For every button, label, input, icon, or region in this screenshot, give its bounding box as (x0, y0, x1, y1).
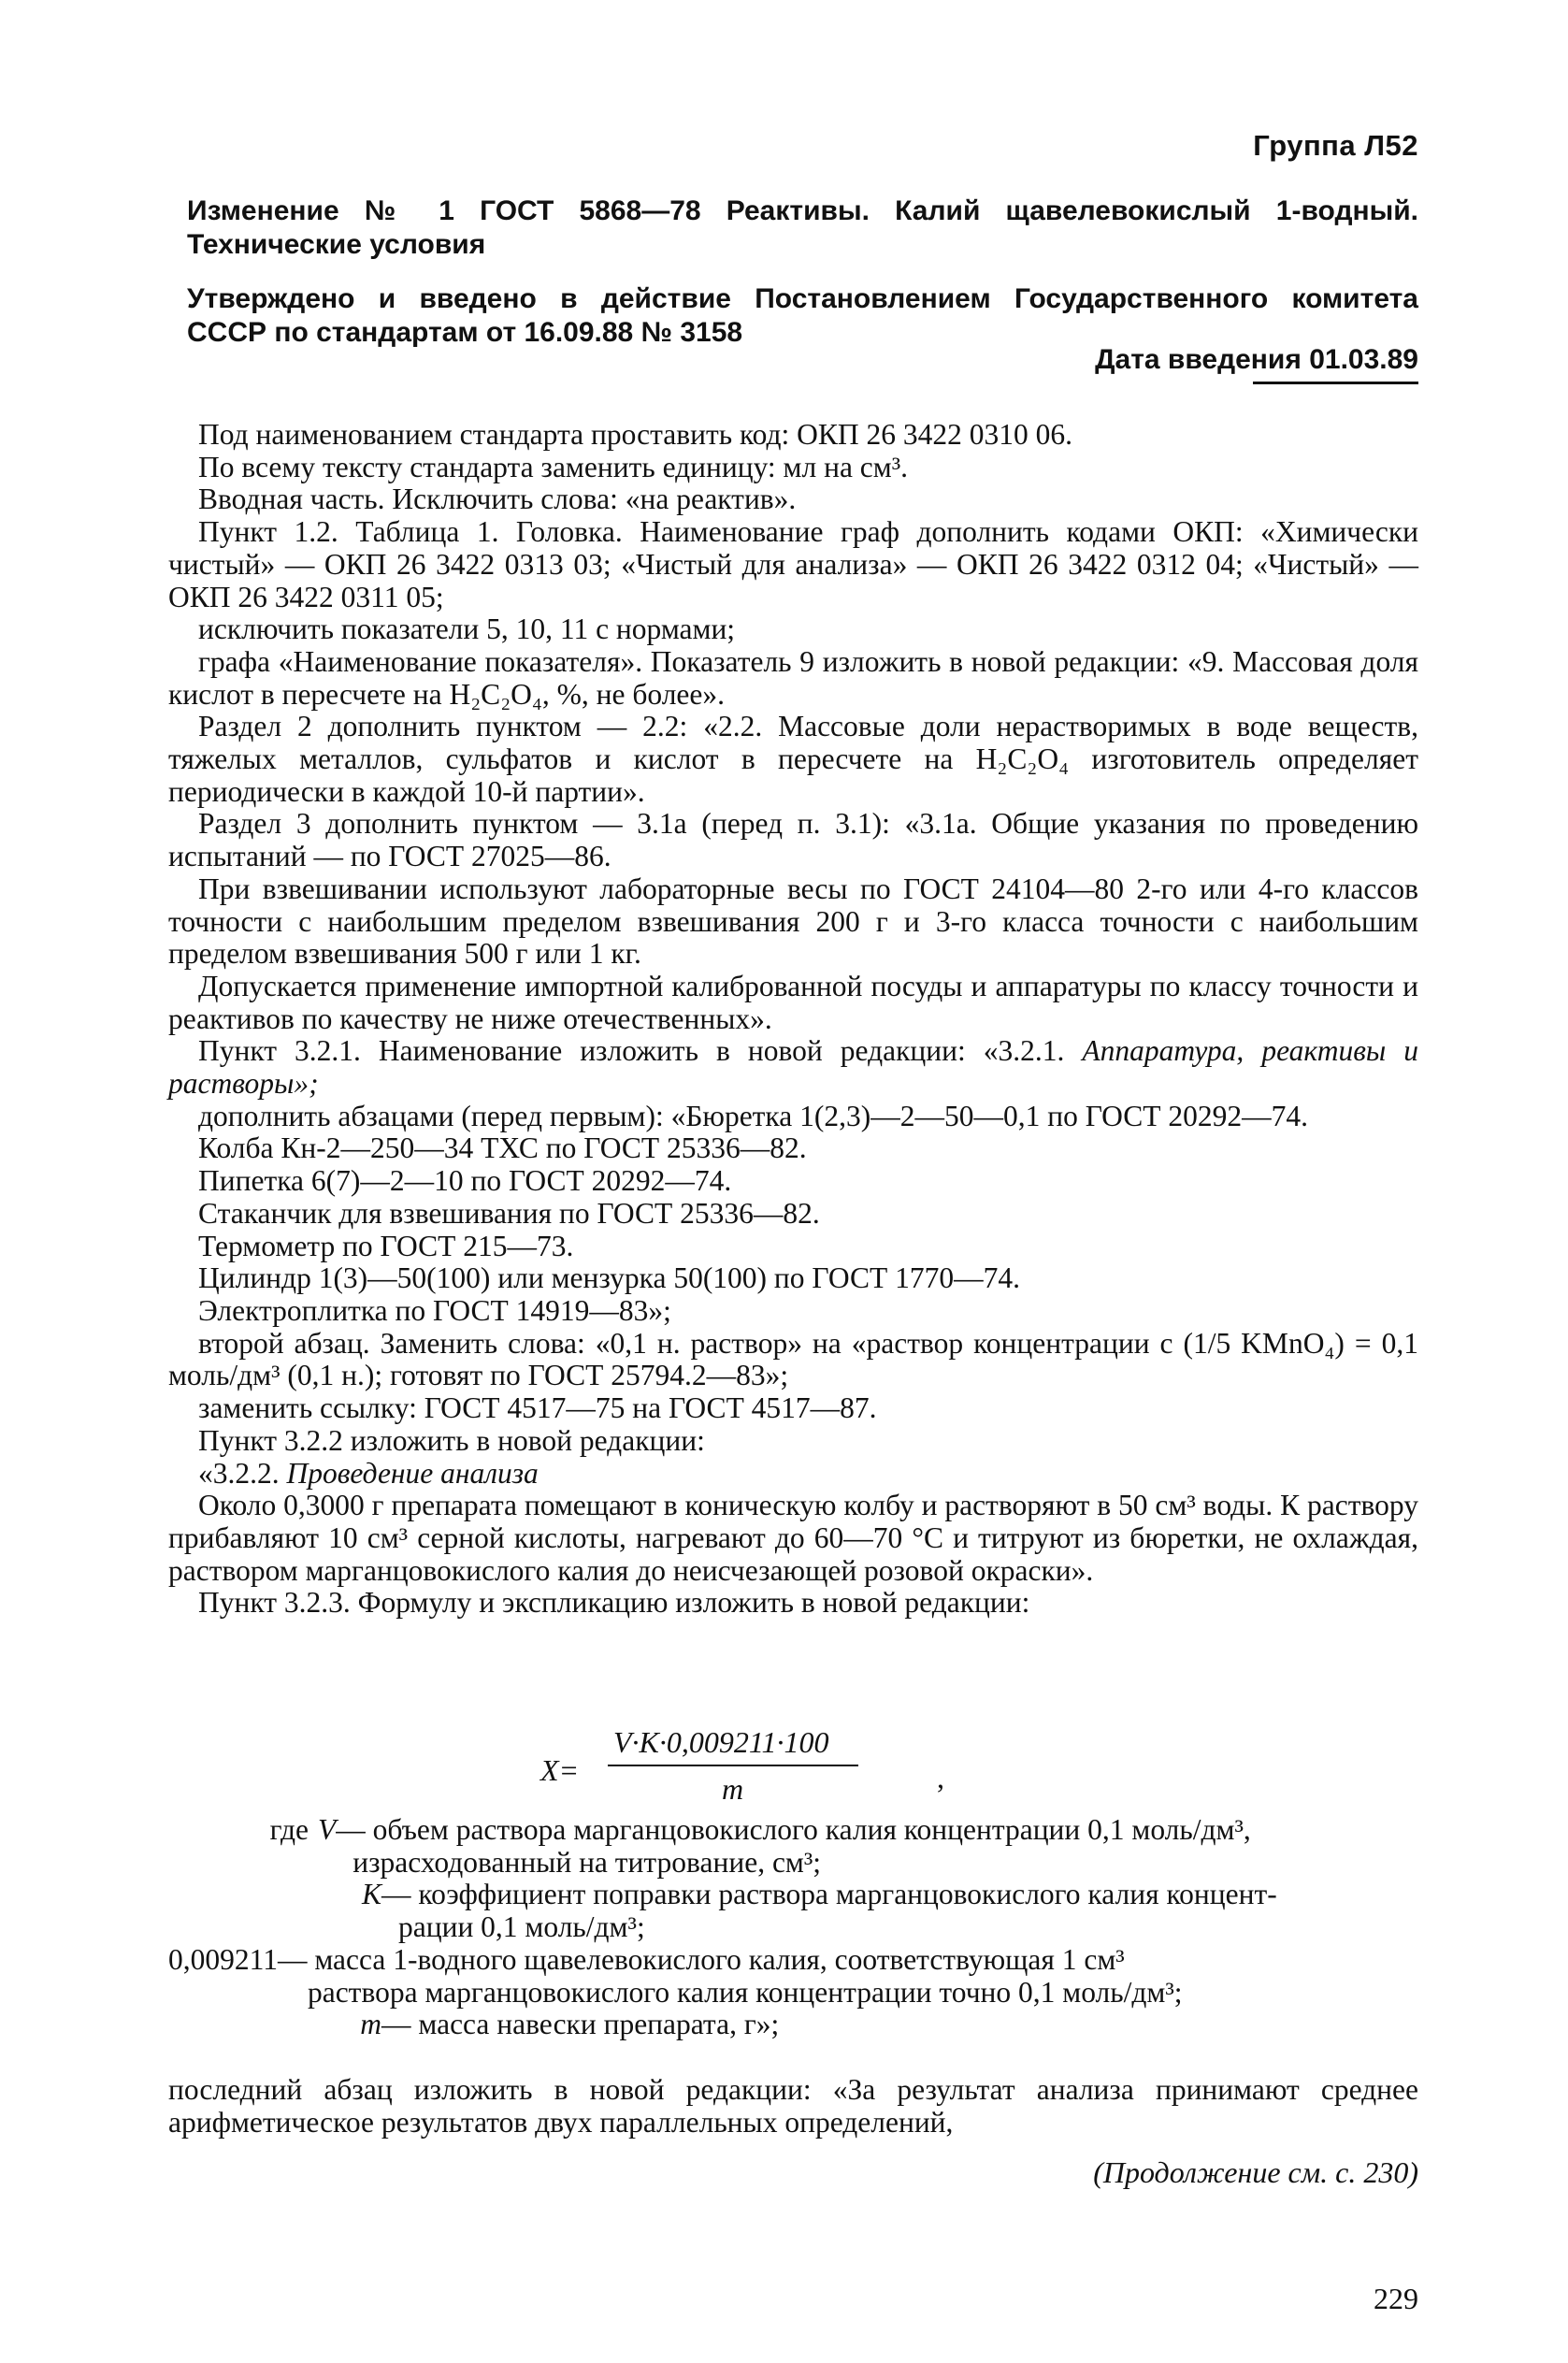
paragraph: Вводная часть. Исключить слова: «на реактив». (198, 483, 797, 516)
paragraph: Допускается применение импортной калиброванной посуды и аппаратуры по классу точности и реактивов по качеству не ниже отечественных». (168, 969, 1418, 1035)
explication-text: — объем раствора марганцовокислого калия концентрации 0,1 моль/дм³, израсходованный на титрование, см³; (336, 1813, 1251, 1879)
paragraph: исключить показатели 5, 10, 11 с нормами; (198, 612, 736, 646)
explication-text: — масса навески препарата, г»; (381, 2008, 780, 2041)
paragraph: последний абзац изложить в новой редакции: «За результат анализа принимают среднее арифметическое результатов двух параллельных определений, (168, 2073, 1418, 2139)
paragraph-text: Пункт 3.2.1. Наименование изложить в новой редакции: «3.2.1. (198, 1034, 1065, 1068)
group-code: Группа Л52 (1253, 129, 1418, 162)
explication-text: — коэффициент поправки раствора марганцовокислого калия концент- рации 0,1 моль/дм³; (381, 1878, 1277, 1944)
document-body (168, 419, 1418, 1620)
approval-line2: СССР по стандартам от 16.09.88 № 3158 (187, 317, 743, 348)
paragraph: Цилиндр 1(3)—50(100) или мензурка 50(100) по ГОСТ 1770—74. (198, 1261, 1020, 1295)
paragraph: Стаканчик для взвешивания по ГОСТ 25336—82. (198, 1196, 820, 1230)
paragraph: Раздел 3 дополнить пунктом — 3.1а (перед п. 3.1): «3.1а. Общие указания по проведению испытаний — по ГОСТ 27025—86. (168, 807, 1418, 873)
paragraph: Пипетка 6(7)—2—10 по ГОСТ 20292—74. (198, 1164, 732, 1198)
page-number: 229 (1374, 2282, 1418, 2315)
explication-row (168, 1879, 1418, 1943)
paragraph: По всему тексту стандарта заменить единицу: мл на см³. (198, 450, 909, 483)
explication-row (168, 1814, 1418, 1879)
fraction-bar (608, 1765, 858, 1766)
change-title-line2: Технические условия (187, 229, 486, 260)
paragraph-text: «3.2.2. (198, 1456, 280, 1490)
explication-symbol: 0,009211 (168, 1942, 278, 1976)
paragraph: Колба Кн-2—250—34 ТХС по ГОСТ 25336—82. (198, 1131, 807, 1165)
effective-date: Дата введения 01.03.89 (1095, 344, 1418, 375)
last-paragraph-block (168, 2074, 1418, 2139)
explication-row (168, 1944, 1418, 2009)
explication-lead: где (269, 1813, 309, 1846)
formula-denominator: m (722, 1772, 744, 1806)
paragraph: Пункт 3.2.2 изложить в новой редакции: (198, 1423, 705, 1457)
formula-trail: , (937, 1761, 944, 1794)
explication-text: — масса 1-водного щавелевокислого калия, соответствующая 1 см³ раствора марганцовокислого калия концентрации точно 0,1 моль/дм³; (277, 1942, 1183, 2009)
paragraph: Раздел 2 дополнить пунктом — 2.2: «2.2. Массовые доли нерастворимых в воде веществ, тяжелых металлов, сульфатов и кислот в пересчете на H₂C₂O₄ изготовитель определяет периодически в каждой 10-й партии». (168, 710, 1418, 808)
paragraph: дополнить абзацами (перед первым): «Бюретка 1(2,3)—2—50—0,1 по ГОСТ 20292—74. (198, 1099, 1309, 1132)
continuation-note: (Продолжение см. с. 230) (1093, 2155, 1418, 2189)
explication-symbol: K (361, 1878, 381, 1911)
explication-symbol: V (318, 1813, 337, 1846)
change-title-line1: Изменение № 1 ГОСТ 5868—78 Реактивы. Калий щавелевокислый 1-водный. (187, 195, 1418, 226)
approval-line1: Утверждено и введено в действие Постановлением Государственного комитета (187, 283, 1418, 314)
paragraph: Около 0,3000 г препарата помещают в коническую колбу и растворяют в 50 см³ воды. К раствору прибавляют 10 см³ серной кислоты, нагревают до 60—70 °С и титруют из бюретки, не охлаждая, раствором марганцовокислого калия до неисчезающей розовой окраски». (168, 1489, 1418, 1587)
paragraph: Электроплитка по ГОСТ 14919—83»; (198, 1293, 671, 1327)
paragraph: Термометр по ГОСТ 215—73. (198, 1229, 574, 1262)
paragraph: заменить ссылку: ГОСТ 4517—75 на ГОСТ 4517—87. (198, 1391, 877, 1425)
date-underline (1253, 382, 1418, 384)
paragraph: Под наименованием стандарта проставить код: ОКП 26 3422 0310 06. (198, 418, 1073, 451)
formula-lhs: X= (540, 1753, 580, 1787)
explication-symbol: m (360, 2008, 381, 2041)
explication (168, 1814, 1418, 2041)
paragraph (168, 1458, 1418, 1491)
paragraph: графа «Наименование показателя». Показатель 9 изложить в новой редакции: «9. Массовая доля кислот в пересчете на H₂C₂O₄, %, не более». (168, 644, 1418, 711)
explication-row (168, 2009, 1418, 2041)
paragraph: При взвешивании используют лабораторные весы по ГОСТ 24104—80 2-го или 4-го классов точности с наибольшим пределом взвешивания 200 г и 3-го класса точности с наибольшим пределом взвешивания 500 г или 1 кг. (168, 872, 1418, 971)
italic-title: Аппаратура, реактивы и растворы»; (168, 1034, 1418, 1101)
italic-title: Проведение анализа (286, 1456, 539, 1490)
formula-numerator: V·K·0,009211·100 (613, 1725, 829, 1759)
paragraph: второй абзац. Заменить слова: «0,1 н. раствор» на «раствор концентрации c (1/5 KMnO₄) = 0,1 моль/дм³ (0,1 н.); готовят по ГОСТ 25794.2—83»; (168, 1326, 1418, 1392)
paragraph: Пункт 3.2.3. Формулу и экспликацию изложить в новой редакции: (198, 1586, 1030, 1620)
paragraph (168, 1035, 1418, 1100)
paragraph: Пункт 1.2. Таблица 1. Головка. Наименование граф дополнить кодами ОКП: «Химически чистый» — ОКП 26 3422 0313 03; «Чистый для анализа» — ОКП 26 3422 0312 04; «Чистый» — ОКП 26 3422 0311 05; (168, 515, 1418, 613)
